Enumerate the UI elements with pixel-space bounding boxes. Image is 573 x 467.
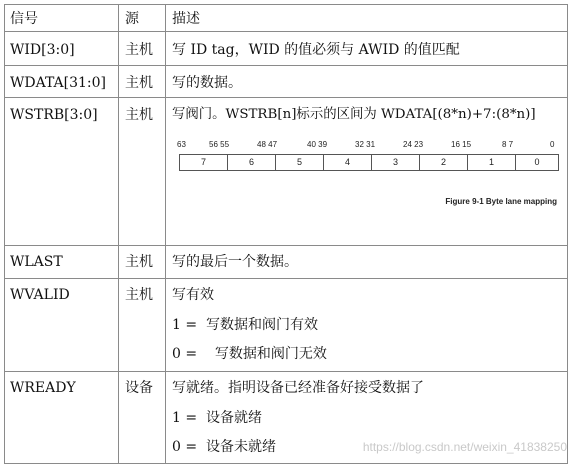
byte-lane: 1 bbox=[467, 154, 516, 171]
signal-name: WLAST bbox=[10, 254, 63, 270]
bit-label: 8 7 bbox=[502, 140, 514, 149]
bit-label: 24 23 bbox=[403, 140, 424, 149]
signal-source: 主机 bbox=[125, 287, 153, 303]
byte-lane: 5 bbox=[275, 154, 324, 171]
signal-description: 写 ID tag，WID 的值必须与 AWID 的值匹配 bbox=[172, 42, 460, 58]
byte-lane: 6 bbox=[227, 154, 276, 171]
signal-name: WID[3:0] bbox=[10, 42, 75, 58]
signal-source: 主机 bbox=[125, 254, 153, 270]
byte-lane: 0 bbox=[515, 154, 559, 171]
signal-description: 写有效 bbox=[172, 287, 214, 303]
row-divider bbox=[5, 245, 567, 246]
signal-name: WREADY bbox=[10, 380, 76, 396]
signal-source: 主机 bbox=[125, 107, 153, 123]
header-signal: 信号 bbox=[10, 11, 38, 27]
header-description: 描述 bbox=[172, 11, 200, 27]
byte-lane: 7 bbox=[179, 154, 228, 171]
signal-description: 写就绪。指明设备已经准备好接受数据了 bbox=[172, 380, 424, 396]
row-divider bbox=[5, 31, 567, 32]
row-divider bbox=[5, 371, 567, 372]
column-divider bbox=[118, 5, 119, 463]
row-divider bbox=[5, 65, 567, 66]
watermark: https://blog.csdn.net/weixin_41838250 bbox=[362, 440, 567, 454]
byte-lane: 3 bbox=[371, 154, 420, 171]
bit-label: 48 47 bbox=[257, 140, 278, 149]
row-divider bbox=[5, 97, 567, 98]
signal-source: 主机 bbox=[125, 42, 153, 58]
bit-label: 16 15 bbox=[451, 140, 472, 149]
header-source: 源 bbox=[125, 11, 139, 27]
signal-name: WSTRB[3:0] bbox=[10, 107, 98, 123]
row-divider bbox=[5, 278, 567, 279]
signal-description: 1 = 设备就绪 bbox=[172, 410, 262, 426]
column-divider bbox=[165, 5, 166, 463]
signal-description: 1 = 写数据和阀门有效 bbox=[172, 317, 318, 333]
bit-label: 0 bbox=[550, 140, 555, 149]
signal-description: 0 = 设备未就绪 bbox=[172, 439, 276, 455]
byte-lane: 4 bbox=[323, 154, 372, 171]
signal-description: 0 = 写数据和阀门无效 bbox=[172, 346, 327, 362]
bit-label: 32 31 bbox=[355, 140, 376, 149]
signal-table bbox=[4, 4, 568, 464]
signal-description: 写阀门。WSTRB[n]标示的区间为 WDATA[(8*n)+7:(8*n)] bbox=[172, 107, 536, 122]
byte-lane-figure bbox=[175, 138, 563, 208]
bit-label: 63 bbox=[177, 140, 186, 149]
bit-label: 40 39 bbox=[307, 140, 328, 149]
signal-source: 设备 bbox=[125, 380, 153, 396]
signal-name: WVALID bbox=[10, 287, 70, 303]
bit-label: 56 55 bbox=[209, 140, 230, 149]
signal-source: 主机 bbox=[125, 75, 153, 91]
byte-lane: 2 bbox=[419, 154, 468, 171]
signal-description: 写的最后一个数据。 bbox=[172, 254, 298, 270]
signal-description: 写的数据。 bbox=[172, 75, 242, 91]
figure-caption: Figure 9-1 Byte lane mapping bbox=[445, 197, 557, 206]
signal-name: WDATA[31:0] bbox=[10, 75, 107, 91]
